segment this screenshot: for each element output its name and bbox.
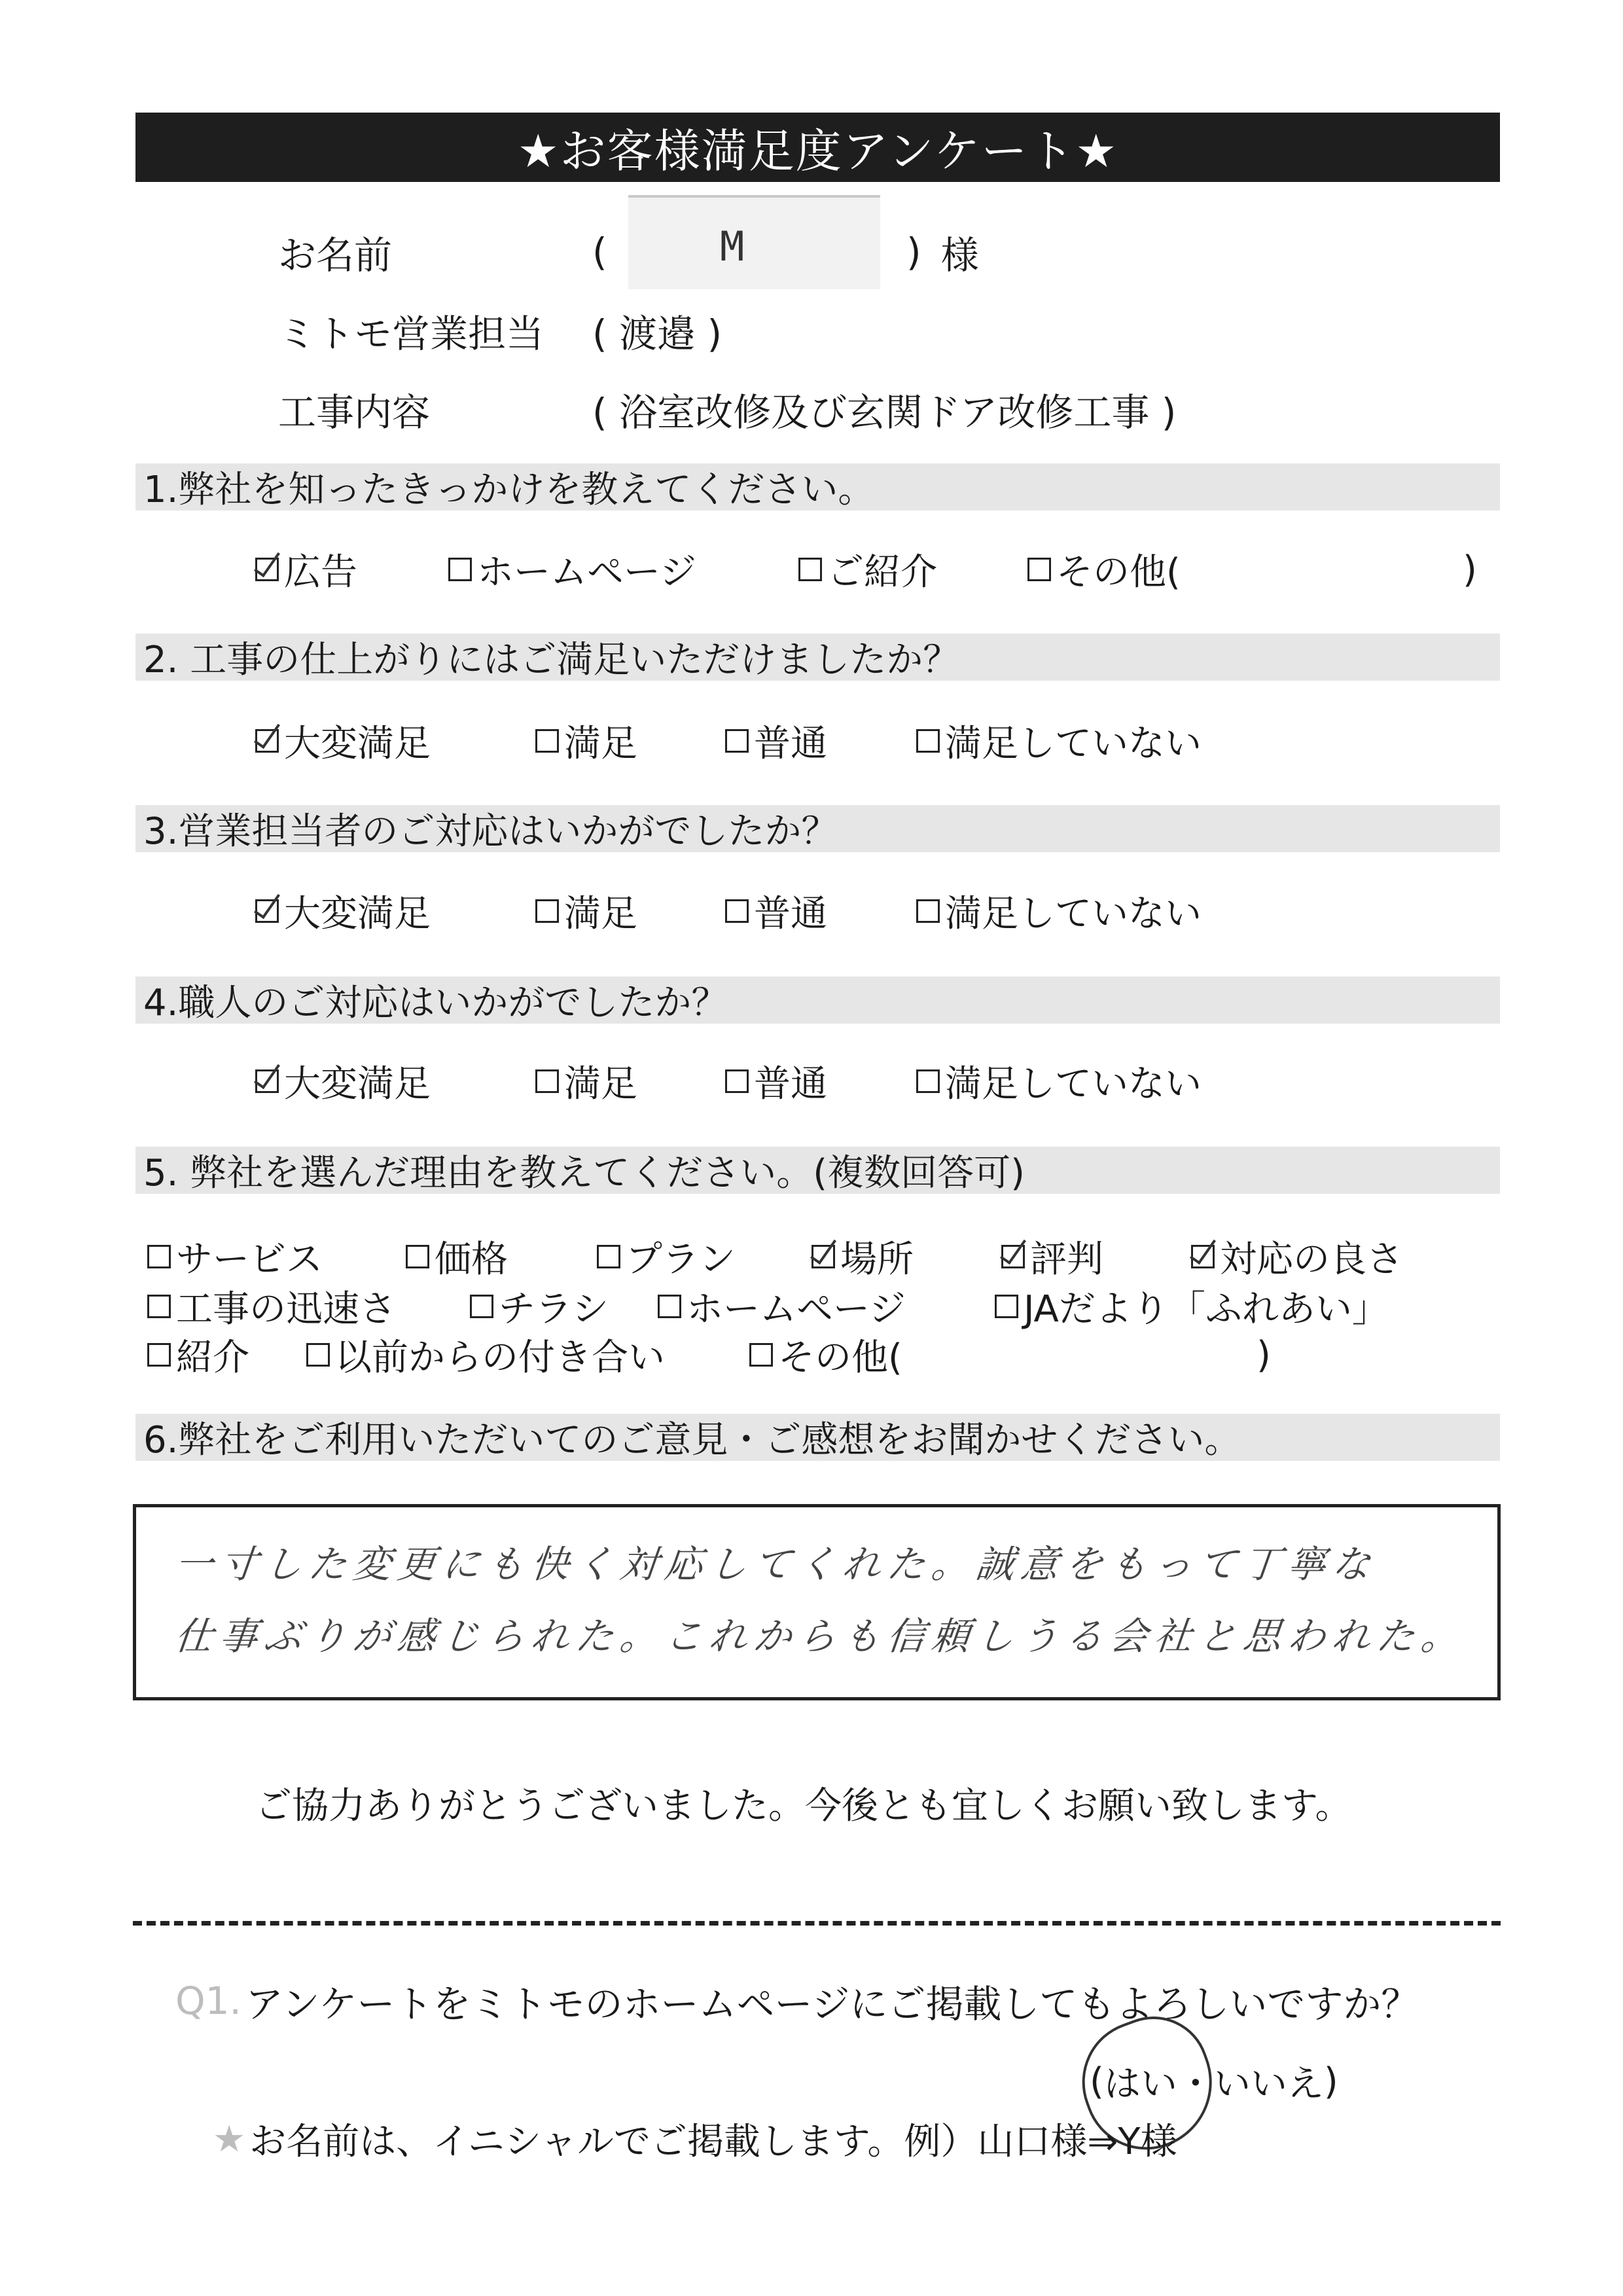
question-3: 3.営業担当者のご対応はいかがでしたか？ [135,805,1500,852]
name-label: お名前 [278,233,393,278]
checkbox-icon[interactable] [147,1245,171,1268]
dashed-divider [133,1921,1501,1926]
q2-option[interactable]: 普通 [725,715,827,767]
checkbox-icon[interactable] [725,899,749,923]
checkbox-icon[interactable] [995,1295,1018,1318]
name-suffix-group [906,226,979,278]
initials-note [213,2113,1177,2165]
checkbox-icon[interactable] [916,1069,940,1093]
checkbox-icon[interactable] [597,1245,620,1268]
q5-option[interactable]: プラン [597,1230,736,1283]
q1-other-close: ) [1463,548,1477,591]
sales-row [278,304,722,357]
name-close-paren: ) [906,230,921,274]
q3-option[interactable]: 満足 [535,885,637,937]
q5-option[interactable]: サービス [147,1230,323,1283]
q4-option[interactable]: 満足 [535,1055,637,1107]
q5-option[interactable]: 対応の良さ [1191,1230,1403,1283]
publish-question-prefix: Q1. [175,1979,241,2023]
checkbox-checked-icon[interactable] [255,729,279,753]
q5-option[interactable]: 評判 [1001,1230,1103,1283]
q5-option[interactable]: 場所 [812,1230,914,1283]
q1-option[interactable]: ホームページ [448,543,696,596]
q4-options [0,1055,1623,1107]
thanks-message: ご協力ありがとうございました。今後とも宜しくお願い致します。 [255,1785,1352,1827]
name-redaction-box [628,195,880,289]
checkbox-icon[interactable] [147,1343,171,1367]
checkbox-checked-icon[interactable] [255,1069,279,1093]
name-row [278,226,618,278]
q1-option[interactable]: その他( [1027,543,1181,596]
name-open-paren: ( [592,230,607,274]
checkbox-icon[interactable] [798,558,822,581]
q3-option[interactable]: 普通 [725,885,827,937]
checkbox-icon[interactable] [1027,558,1051,581]
checkbox-icon[interactable] [406,1245,429,1268]
q4-option[interactable]: 大変満足 [255,1055,431,1107]
q5-options-row2 [0,1280,1623,1333]
star-icon: ★ [213,2117,246,2161]
checkbox-icon[interactable] [306,1343,330,1367]
sales-value[interactable]: ( 渡邉 ) [592,312,722,356]
answer-close-paren: ) [1323,2060,1338,2103]
answer-yes[interactable]: はい [1103,2063,1177,2106]
q5-options-row1 [0,1230,1623,1283]
q2-option[interactable]: 大変満足 [255,715,431,767]
answer-separator: ・ [1177,2063,1214,2106]
q5-option[interactable]: その他( [749,1329,902,1381]
checkbox-icon[interactable] [147,1295,171,1318]
sales-label: ミトモ営業担当 [278,312,544,356]
q5-option[interactable]: 価格 [406,1230,508,1283]
answer-no[interactable]: いいえ [1213,2063,1324,2106]
q2-option[interactable]: 満足していない [916,715,1202,767]
q5-option[interactable]: 以前からの付き合い [306,1329,665,1381]
checkbox-icon[interactable] [725,1069,749,1093]
checkbox-checked-icon[interactable] [812,1245,835,1268]
comment-line: 仕事ぶりが感じられた。これからも信頼しうる会社と思われた。 [172,1614,1469,1659]
q5-options-row3 [0,1329,1623,1381]
q3-option[interactable]: 満足していない [916,885,1202,937]
q5-option[interactable]: 紹介 [147,1329,249,1381]
checkbox-icon[interactable] [916,729,940,753]
checkbox-icon[interactable] [749,1343,773,1367]
q1-option[interactable]: ご紹介 [798,543,937,596]
question-6: 6.弊社をご利用いただいてのご意見・ご感想をお聞かせください。 [135,1414,1500,1461]
initials-note-text: お名前は、イニシャルでご掲載します。例）山口様⇒Y様 [249,2121,1177,2163]
publish-answer [1090,2055,1338,2108]
q5-option[interactable]: JAだより「ふれあい」 [995,1280,1389,1333]
checkbox-icon[interactable] [916,899,940,923]
comment-box[interactable] [133,1504,1501,1700]
work-label: 工事内容 [278,390,431,435]
q5-option[interactable]: チラシ [470,1280,609,1333]
name-value[interactable]: M [720,223,747,270]
checkbox-checked-icon[interactable] [1001,1245,1025,1268]
q2-option[interactable]: 満足 [535,715,637,767]
checkbox-icon[interactable] [470,1295,493,1318]
checkbox-icon[interactable] [725,729,749,753]
checkbox-checked-icon[interactable] [255,558,279,581]
q4-option[interactable]: 満足していない [916,1055,1202,1107]
q3-options [0,885,1623,937]
work-value[interactable]: ( 浴室改修及び玄関ドア改修工事 ) [592,390,1177,435]
checkbox-icon[interactable] [535,729,559,753]
survey-title: ★お客様満足度アンケート★ [135,113,1500,182]
checkbox-icon[interactable] [535,899,559,923]
publish-question [175,1973,1419,2028]
q3-option[interactable]: 大変満足 [255,885,431,937]
question-4: 4.職人のご対応はいかがでしたか？ [135,977,1500,1024]
checkbox-checked-icon[interactable] [1191,1245,1215,1268]
q5-option[interactable]: 工事の迅速さ [147,1280,396,1333]
q5-other-close: ) [1257,1333,1271,1376]
publish-question-text: アンケートをミトモのホームページにご掲載してもよろしいですか？ [245,1982,1419,2026]
name-suffix: 様 [940,233,979,278]
q5-option[interactable]: ホームページ [658,1280,906,1333]
q4-option[interactable]: 普通 [725,1055,827,1107]
checkbox-icon[interactable] [658,1295,681,1318]
question-5: 5. 弊社を選んだ理由を教えてください。(複数回答可) [135,1147,1500,1194]
question-2: 2. 工事の仕上がりにはご満足いただけましたか？ [135,634,1500,681]
question-1: 1.弊社を知ったきっかけを教えてください。 [135,463,1500,511]
q1-option[interactable]: 広告 [255,543,357,596]
comment-line: 一寸した変更にも快く対応してくれた。誠意をもって丁寧な [172,1542,1380,1587]
checkbox-checked-icon[interactable] [255,899,279,923]
checkbox-icon[interactable] [535,1069,559,1093]
work-row [278,383,1176,435]
answer-open-paren: ( [1090,2060,1104,2103]
q1-options [0,543,1623,596]
q2-options [0,715,1623,767]
checkbox-icon[interactable] [448,558,472,581]
